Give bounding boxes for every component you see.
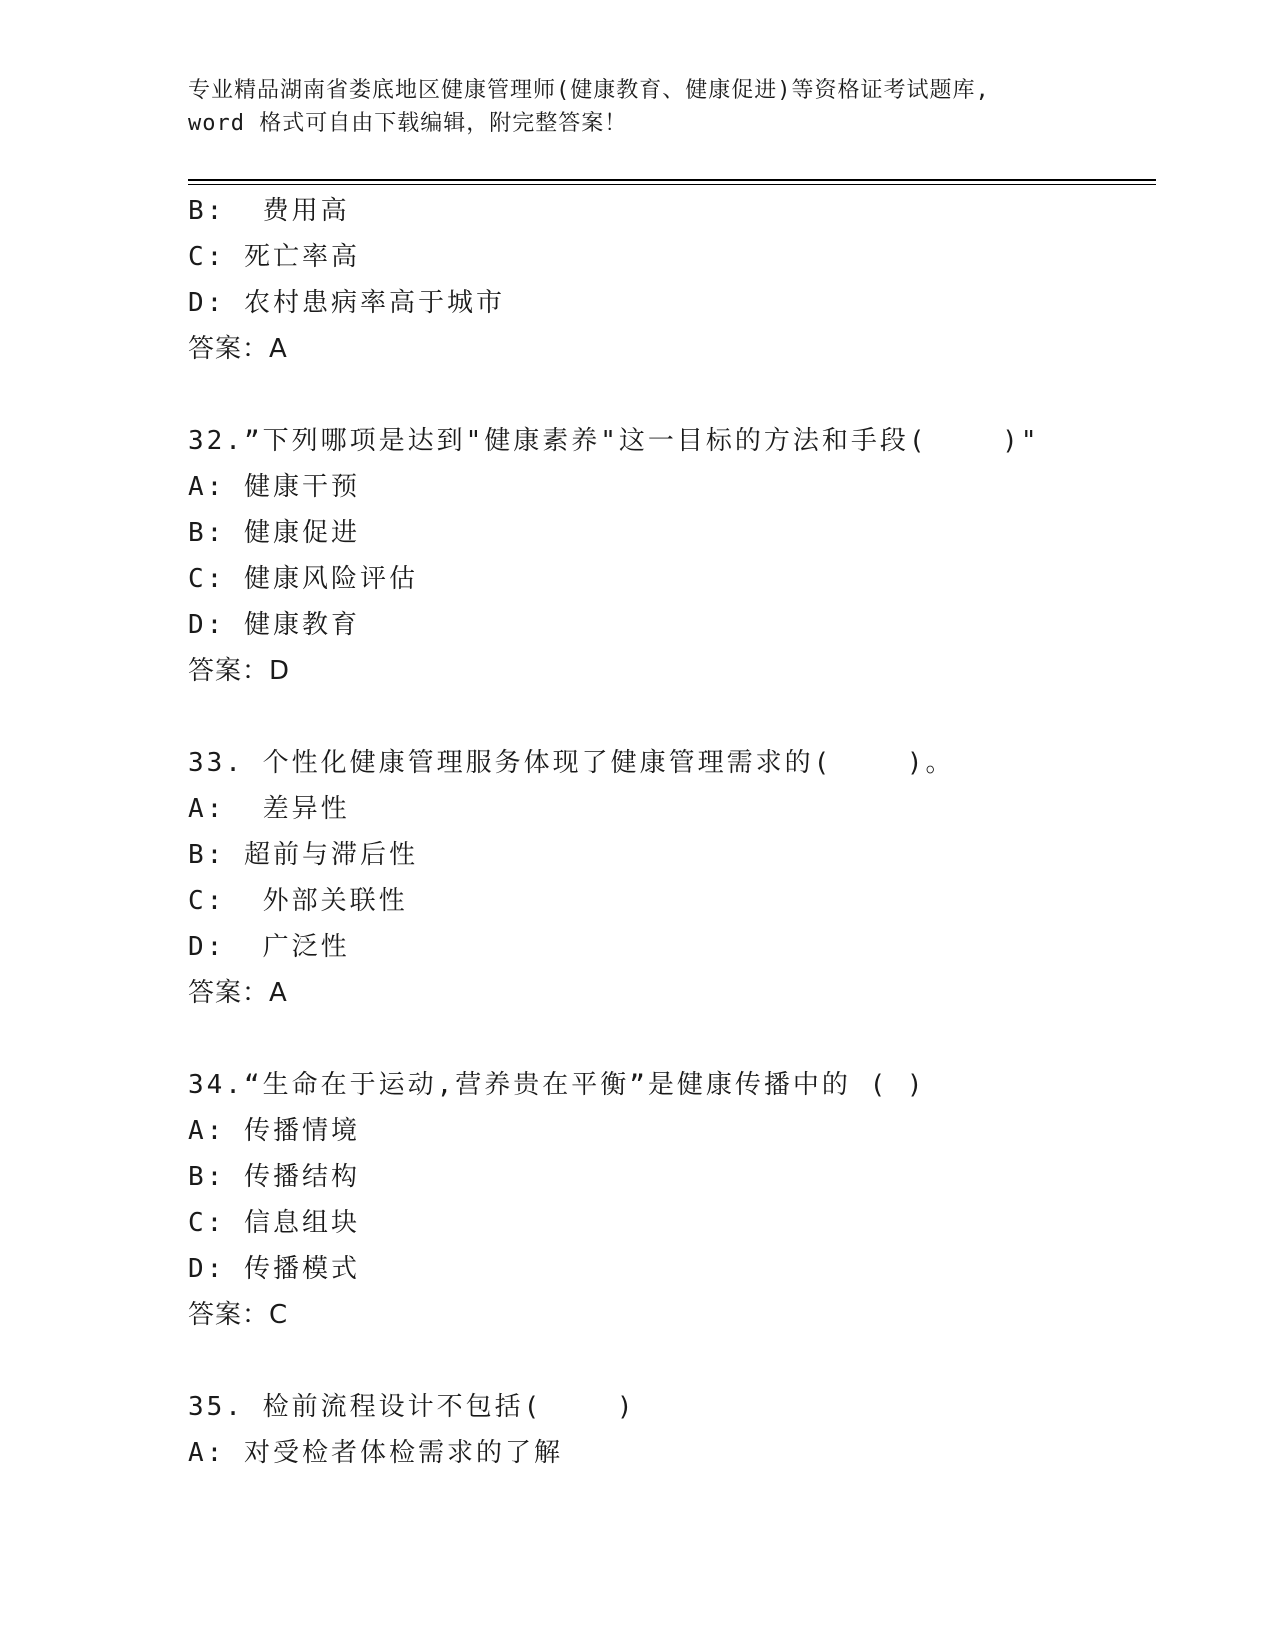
question-block-33 [188, 740, 1156, 1016]
option-d: D: 传播模式 [188, 1254, 360, 1284]
option-b: B: 费用高 [188, 196, 350, 226]
question-block-32 [188, 418, 1156, 694]
option-a: A: 差异性 [188, 794, 350, 824]
option-b: B: 传播结构 [188, 1162, 360, 1192]
header-line-1: 专业精品湖南省娄底地区健康管理师(健康教育、健康促进)等资格证考试题库, [188, 78, 990, 103]
option-c: C: 外部关联性 [188, 886, 408, 916]
spacer [188, 1016, 1156, 1062]
option-a: A: 对受检者体检需求的了解 [188, 1438, 563, 1468]
option-c: C: 死亡率高 [188, 242, 360, 272]
header-divider-thick [188, 179, 1156, 181]
option-c: C: 信息组块 [188, 1208, 360, 1238]
document-header [188, 74, 1088, 140]
option-a: A: 健康干预 [188, 472, 360, 502]
header-divider-thin [188, 184, 1156, 185]
spacer [188, 694, 1156, 740]
prev-question-block [188, 188, 1156, 372]
question-stem: 33. 个性化健康管理服务体现了健康管理需求的( )。 [188, 748, 955, 778]
spacer [188, 372, 1156, 418]
spacer [188, 1338, 1156, 1384]
question-stem: 35. 检前流程设计不包括( ) [188, 1392, 636, 1422]
answer-line: 答案：D [188, 656, 291, 686]
answer-line: 答案：A [188, 334, 288, 364]
option-c: C: 健康风险评估 [188, 564, 418, 594]
question-content [188, 188, 1156, 1476]
option-a: A: 传播情境 [188, 1116, 360, 1146]
answer-line: 答案：C [188, 1300, 289, 1330]
option-b: B: 超前与滞后性 [188, 840, 418, 870]
question-block-35 [188, 1384, 1156, 1476]
question-stem: 34.“生命在于运动,营养贵在平衡”是健康传播中的 ( ) [188, 1070, 926, 1100]
option-d: D: 农村患病率高于城市 [188, 288, 505, 318]
question-stem: 32.”下列哪项是达到"健康素养"这一目标的方法和手段( )" [188, 426, 1040, 456]
option-d: D: 广泛性 [188, 932, 350, 962]
answer-line: 答案：A [188, 978, 288, 1008]
option-d: D: 健康教育 [188, 610, 360, 640]
question-block-34 [188, 1062, 1156, 1338]
header-line-2: word 格式可自由下载编辑，附完整答案！ [188, 111, 628, 136]
option-b: B: 健康促进 [188, 518, 360, 548]
